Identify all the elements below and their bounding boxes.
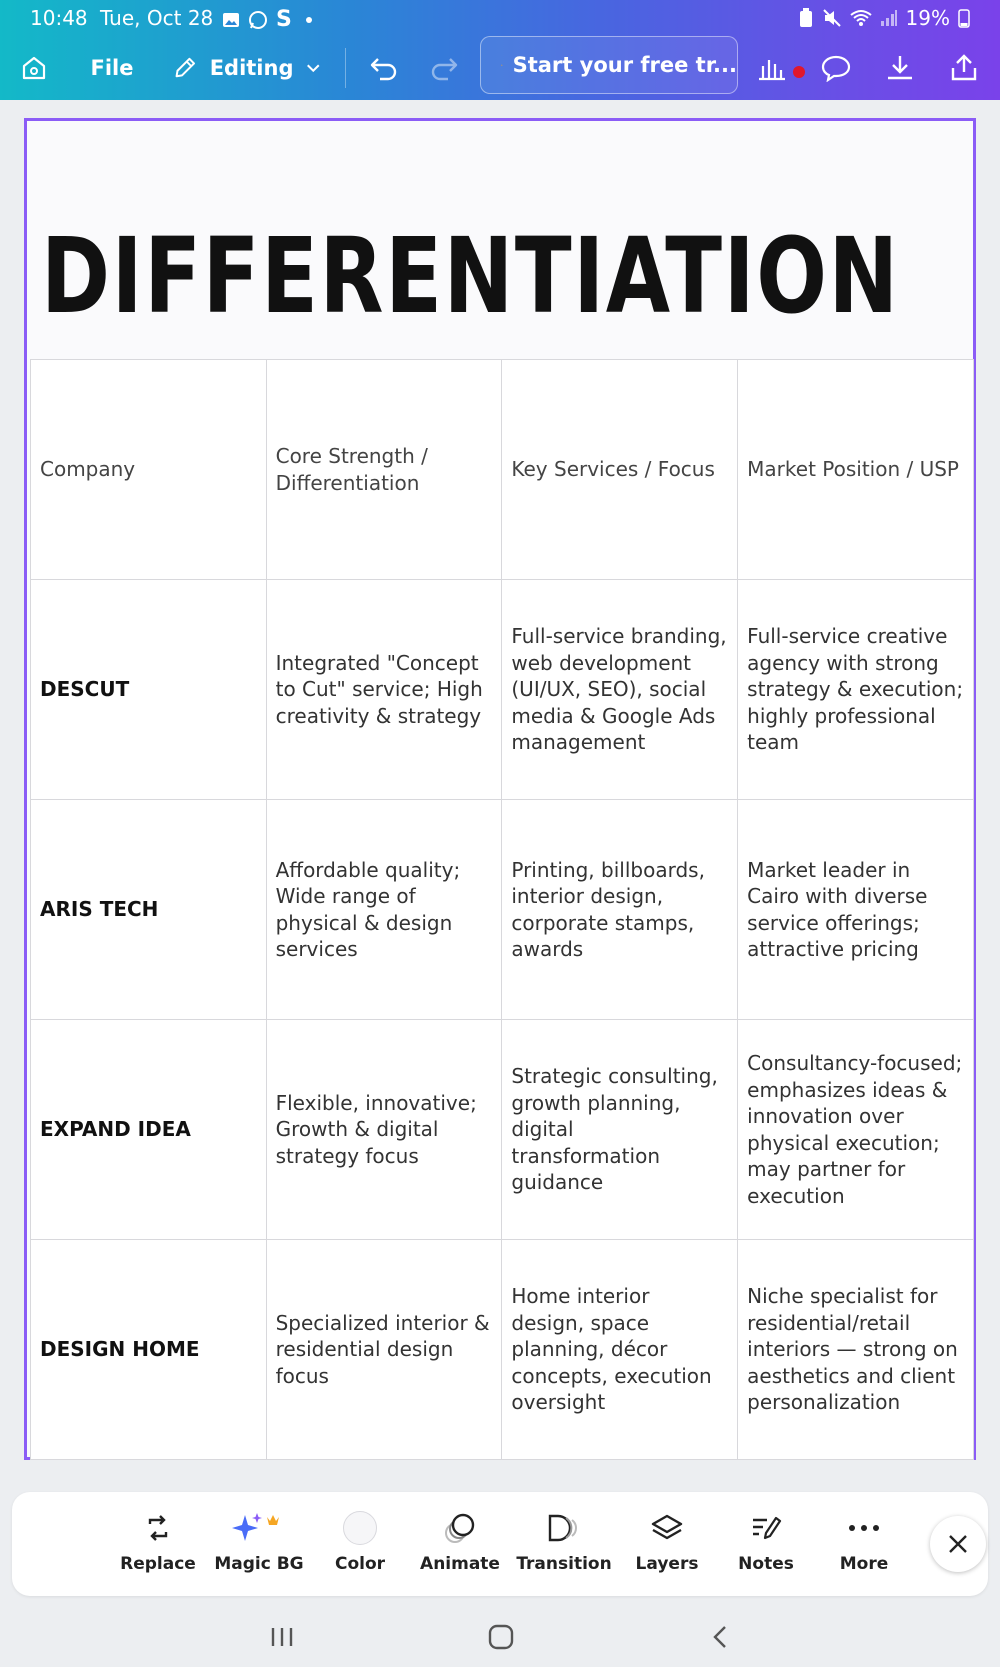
redo-icon bbox=[429, 55, 459, 81]
editor-toolbar bbox=[0, 36, 1000, 100]
magic-bg-label: Magic BG bbox=[214, 1554, 304, 1574]
system-navigation-bar bbox=[0, 1605, 1000, 1667]
replace-label: Replace bbox=[120, 1554, 196, 1574]
replace-button[interactable] bbox=[108, 1492, 208, 1596]
replace-icon bbox=[140, 1510, 176, 1546]
file-label: File bbox=[90, 56, 134, 80]
home-button[interactable] bbox=[14, 36, 54, 100]
share-icon bbox=[949, 53, 979, 83]
pencil-icon bbox=[172, 54, 198, 82]
layers-label: Layers bbox=[635, 1554, 699, 1574]
mute-icon bbox=[822, 8, 842, 28]
whatsapp-icon bbox=[248, 10, 268, 30]
file-menu-button[interactable] bbox=[86, 36, 138, 100]
editing-mode-dropdown[interactable] bbox=[172, 36, 322, 100]
color-button[interactable] bbox=[310, 1492, 410, 1596]
magic-sparkle-icon bbox=[231, 1510, 287, 1546]
notes-icon bbox=[748, 1510, 784, 1546]
table-cell[interactable]: Consultancy-focused; emphasizes ideas & innovation over physical execution; may partner for execution bbox=[738, 1020, 974, 1240]
differentiation-table[interactable] bbox=[30, 359, 974, 1460]
trial-label: Start your free tr... bbox=[512, 53, 737, 77]
home-nav-button[interactable] bbox=[471, 1617, 531, 1657]
bottom-action-bar bbox=[12, 1492, 988, 1596]
table-cell[interactable]: Home interior design, space planning, décor concepts, execution oversight bbox=[502, 1240, 738, 1460]
status-date: Tue, Oct 28 bbox=[100, 6, 214, 30]
table-row bbox=[31, 1020, 974, 1240]
bar-chart-icon bbox=[757, 54, 787, 82]
download-icon bbox=[885, 53, 915, 83]
table-header-cell[interactable]: Market Position / USP bbox=[738, 360, 974, 580]
transition-icon bbox=[546, 1510, 582, 1546]
s-app-icon: S bbox=[276, 7, 292, 32]
magic-bg-button[interactable] bbox=[209, 1492, 309, 1596]
table-cell[interactable]: Strategic consulting, growth planning, digital transformation guidance bbox=[502, 1020, 738, 1240]
battery-icon bbox=[958, 8, 970, 28]
table-cell[interactable]: Market leader in Cairo with diverse service offerings; attractive pricing bbox=[738, 800, 974, 1020]
notes-label: Notes bbox=[738, 1554, 794, 1574]
gallery-icon bbox=[222, 11, 240, 29]
table-cell[interactable]: Affordable quality; Wide range of physical & design services bbox=[266, 800, 502, 1020]
comments-button[interactable] bbox=[816, 36, 856, 100]
table-cell[interactable]: Full-service creative agency with strong strategy & execution; highly professional team bbox=[738, 580, 974, 800]
more-button[interactable] bbox=[814, 1492, 914, 1596]
animate-button[interactable] bbox=[410, 1492, 510, 1596]
undo-button[interactable] bbox=[364, 36, 404, 100]
table-header-cell[interactable]: Key Services / Focus bbox=[502, 360, 738, 580]
system-status-icons bbox=[798, 6, 970, 30]
table-cell[interactable]: Integrated "Concept to Cut" service; High creativity & strategy bbox=[266, 580, 502, 800]
table-row bbox=[31, 800, 974, 1020]
color-swatch-icon bbox=[342, 1510, 378, 1546]
notification-icons bbox=[222, 7, 312, 32]
more-label: More bbox=[839, 1554, 889, 1574]
more-dots-icon bbox=[846, 1510, 882, 1546]
table-cell[interactable]: Specialized interior & residential design focus bbox=[266, 1240, 502, 1460]
table-cell[interactable]: Niche specialist for residential/retail interiors — strong on aesthetics and client personalization bbox=[738, 1240, 974, 1460]
recent-apps-icon bbox=[269, 1625, 295, 1649]
wifi-icon bbox=[850, 9, 872, 27]
app-header bbox=[0, 0, 1000, 100]
undo-icon bbox=[369, 55, 399, 81]
chevron-down-icon bbox=[305, 59, 322, 77]
status-bar bbox=[0, 0, 1000, 36]
color-label: Color bbox=[334, 1554, 386, 1574]
layers-button[interactable] bbox=[617, 1492, 717, 1596]
toolbar-divider bbox=[345, 48, 346, 88]
battery-saver-icon bbox=[798, 8, 814, 28]
more-notifications-dot bbox=[306, 17, 312, 23]
back-icon bbox=[710, 1624, 730, 1650]
company-cell[interactable]: DESIGN HOME bbox=[31, 1240, 267, 1460]
table-header-row bbox=[31, 360, 974, 580]
animate-icon bbox=[442, 1510, 478, 1546]
editing-label: Editing bbox=[209, 56, 294, 80]
table-header-cell[interactable]: Core Strength / Differentiation bbox=[266, 360, 502, 580]
design-page[interactable] bbox=[24, 118, 976, 1460]
share-button[interactable] bbox=[944, 36, 984, 100]
company-cell[interactable]: ARIS TECH bbox=[31, 800, 267, 1020]
animate-label: Animate bbox=[420, 1554, 500, 1574]
table-row bbox=[31, 580, 974, 800]
transition-label: Transition bbox=[516, 1554, 612, 1574]
recent-apps-button[interactable] bbox=[252, 1617, 312, 1657]
table-row bbox=[31, 1240, 974, 1460]
signal-icon bbox=[880, 9, 898, 27]
close-icon bbox=[946, 1532, 970, 1556]
page-title[interactable]: DIFFERENTIATION bbox=[41, 215, 900, 337]
home-nav-icon bbox=[488, 1624, 514, 1650]
back-button[interactable] bbox=[690, 1617, 750, 1657]
table-cell[interactable]: Flexible, innovative; Growth & digital strategy focus bbox=[266, 1020, 502, 1240]
table-header-cell[interactable]: Company bbox=[31, 360, 267, 580]
insights-button[interactable] bbox=[752, 36, 792, 100]
layers-icon bbox=[649, 1510, 685, 1546]
download-button[interactable] bbox=[880, 36, 920, 100]
close-button[interactable] bbox=[930, 1516, 986, 1572]
company-cell[interactable]: DESCUT bbox=[31, 580, 267, 800]
company-cell[interactable]: EXPAND IDEA bbox=[31, 1020, 267, 1240]
battery-percent: 19% bbox=[905, 6, 950, 30]
transition-button[interactable] bbox=[514, 1492, 614, 1596]
comment-icon bbox=[821, 54, 851, 82]
redo-button[interactable] bbox=[424, 36, 464, 100]
table-cell[interactable]: Printing, billboards, interior design, corporate stamps, awards bbox=[502, 800, 738, 1020]
free-trial-button[interactable] bbox=[480, 36, 738, 94]
home-icon bbox=[20, 54, 48, 82]
status-time: 10:48 bbox=[30, 6, 88, 30]
notes-button[interactable] bbox=[716, 1492, 816, 1596]
crown-icon bbox=[501, 57, 503, 73]
notification-dot bbox=[793, 66, 805, 78]
table-cell[interactable]: Full-service branding, web development (UI/UX, SEO), social media & Google Ads management bbox=[502, 580, 738, 800]
